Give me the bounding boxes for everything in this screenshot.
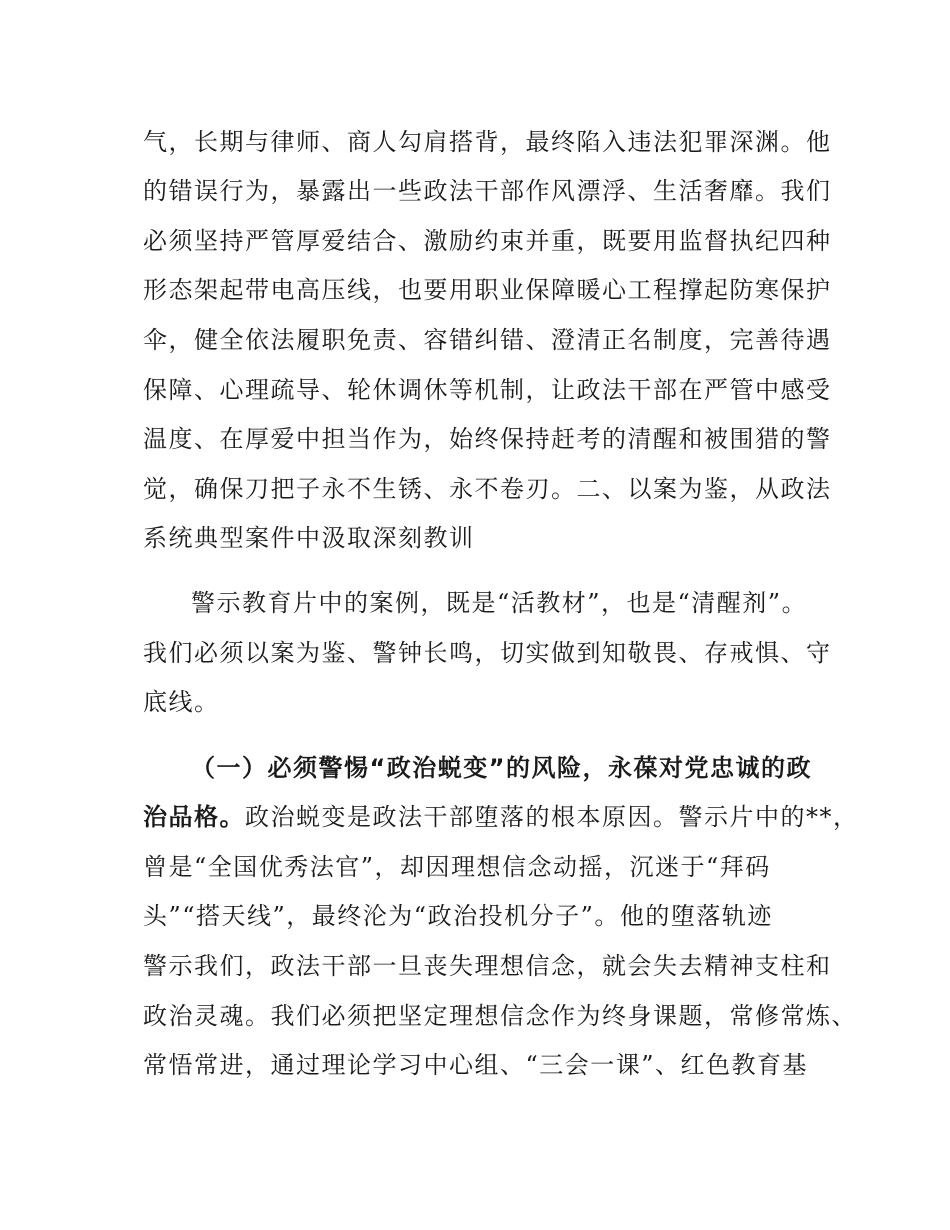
paragraph-line: 形态架起带电高压线，也要用职业保障暖心工程撑起防寒保护 [143,276,832,304]
paragraph-line: 警示教育片中的案例，既是“活教材”，也是“清醒剂”。 [191,589,808,617]
paragraph-line: 必须坚持严管厚爱结合、激励约束并重，既要用监督执纪四种 [143,227,832,255]
paragraph-text: 政治蜕变是政法干部堕落的根本原因。警示片中的**， [245,803,859,831]
paragraph-line: 头”“搭天线”，最终沦为“政治投机分子”。他的堕落轨迹 [143,902,773,930]
paragraph-line: 我们必须以案为鉴、警钟长鸣，切实做到知敬畏、存戒惧、守 [143,639,832,667]
paragraph-line: 伞，健全依法履职免责、容错纠错、澄清正名制度，完善待遇 [143,326,832,354]
paragraph-line: 常悟常进，通过理论学习中心组、“三会一课”、红色教育基 [143,1051,809,1079]
paragraph-line: 曾是“全国优秀法官”，却因理想信念动摇，沉迷于“拜码 [143,853,771,881]
section-heading-end: 治品格。 [143,803,245,831]
paragraph-line: 政治灵魂。我们必须把坚定理想信念作为终身课题，常修常炼、 [143,1002,857,1030]
section-heading: （一）必须警惕“政治蜕变”的风险，永葆对党忠诚的政 [191,754,813,782]
paragraph-line: 温度、在厚爱中担当作为，始终保持赶考的清醒和被围猎的警 [143,425,832,453]
paragraph-line [143,800,859,834]
paragraph-line: 的错误行为，暴露出一些政法干部作风漂浮、生活奢靡。我们 [143,177,832,205]
paragraph-line: 警示我们，政法干部一旦丧失理想信念，就会失去精神支柱和 [143,952,832,980]
paragraph-line: 气，长期与律师、商人勾肩搭背，最终陷入违法犯罪深渊。他 [143,128,832,156]
paragraph-line: 底线。 [143,688,220,716]
paragraph-line: 保障、心理疏导、轮休调休等机制，让政法干部在严管中感受 [143,376,832,404]
paragraph-line: 觉，确保刀把子永不生锈、永不卷刃。二、以案为鉴，从政法 [143,475,832,503]
paragraph-line: 系统典型案件中汲取深刻教训 [143,524,475,552]
